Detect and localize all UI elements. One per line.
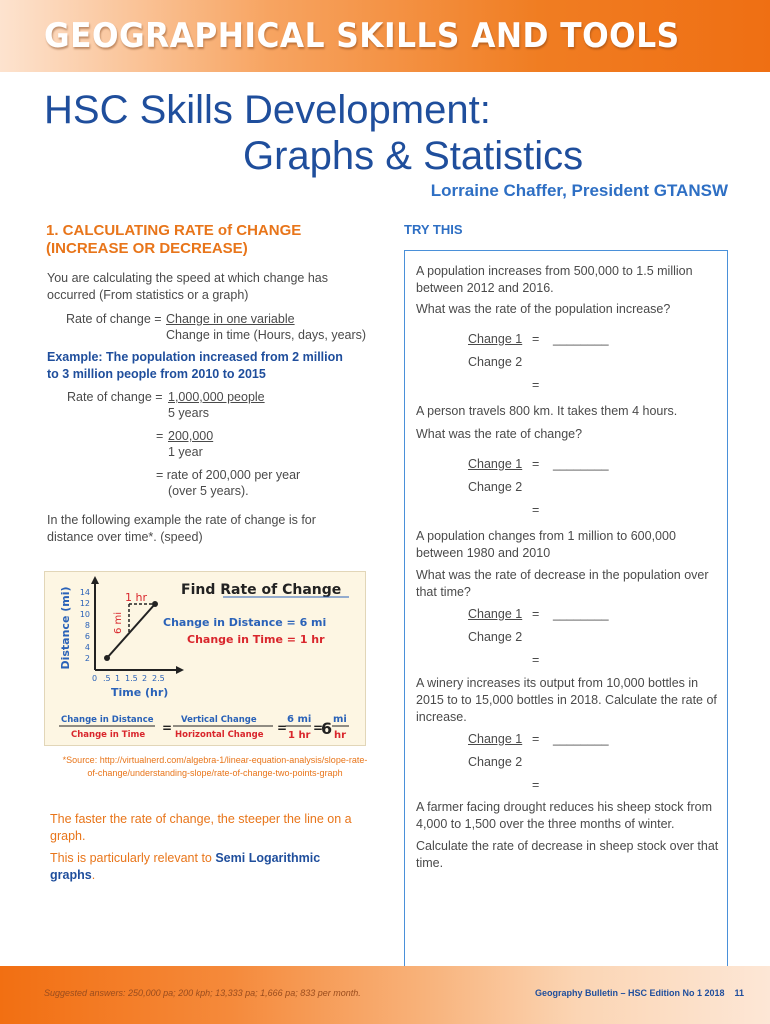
data-point [104, 655, 110, 661]
q2-text: A person travels 800 km. It takes them 4 hours. [416, 404, 678, 418]
author-byline: Lorraine Chaffer, President GTANSW [430, 181, 728, 200]
ytick: 2 [84, 654, 90, 663]
ytick: 10 [79, 610, 90, 619]
graph-ylabel: Distance (mi) [59, 586, 72, 670]
q2-change2: Change 2 [468, 480, 523, 494]
section-heading: 1. CALCULATING RATE of CHANGE (INCREASE OR DECREASE) [46, 222, 302, 257]
y-axis-arrow [91, 576, 99, 584]
xtick: 2.5 [152, 674, 165, 683]
formula-num2: Vertical Change [181, 715, 257, 725]
calc2-equals: = [156, 429, 164, 443]
q4-change1: Change 1 [468, 732, 523, 746]
one-hr-label: 1 hr [125, 591, 147, 604]
ytick: 6 [84, 632, 90, 641]
data-point [152, 601, 158, 607]
q3-eq2: = [532, 653, 540, 667]
graph-svg [45, 572, 367, 747]
formula-num1: Change in Distance [61, 715, 154, 725]
q2-eq: = [532, 457, 540, 471]
distance-note: In the following example the rate of change is for distance over time*. (speed) [47, 513, 316, 544]
q3-change1: Change 1 [468, 607, 523, 621]
q1-change1: Change 1 [468, 332, 523, 346]
q3-blank: ________ [553, 607, 609, 621]
formula-eq: = [162, 721, 173, 735]
change-distance-text: Change in Distance = 6 mi [163, 616, 327, 629]
q4-text: A winery increases its output from 10,000 bottles in 2015 to to 15,000 bottles in 2018. Calculate the rate of increase. [416, 676, 717, 724]
relevant-bold: Semi Logarithmic graphs [50, 851, 321, 882]
page-number: 11 [734, 988, 744, 998]
relevant-post: . [91, 868, 96, 882]
ytick: 4 [84, 643, 90, 652]
publication-info [525, 988, 744, 998]
q1-change2: Change 2 [468, 355, 523, 369]
q1-ask: What was the rate of the population increase? [416, 302, 671, 316]
rate-of-change-graph [44, 571, 366, 746]
suggested-answers: Suggested answers: 250,000 pa; 200 kph; 13,333 pa; 1,666 pa; 833 per month. [44, 988, 361, 998]
calc3-line1: = rate of 200,000 per year [156, 468, 301, 482]
q3-change2: Change 2 [468, 630, 523, 644]
try-this-label: TRY THIS [404, 222, 463, 237]
formula-eq: = [313, 721, 324, 735]
q4-blank: ________ [553, 732, 609, 746]
relevant-pre: This is particularly relevant to [50, 851, 216, 865]
q2-blank: ________ [553, 457, 609, 471]
calc3-line2: (over 5 years). [168, 484, 249, 498]
page-footer [0, 966, 770, 1024]
formula-denominator: Change in time (Hours, days, years) [166, 328, 367, 342]
q1-eq2: = [532, 378, 540, 392]
q5-ask: Calculate the rate of decrease in sheep stock over that time. [416, 839, 719, 870]
q3-text: A population changes from 1 million to 600,000 between 1980 and 2010 [416, 529, 676, 560]
formula-result: 6 [321, 719, 333, 738]
q1-text: A population increases from 500,000 to 1.5 million between 2012 and 2016. [416, 264, 693, 295]
graph-xlabel: Time (hr) [111, 686, 169, 699]
formula-den1: Change in Time [71, 730, 146, 740]
example-text: Example: The population increased from 2 million to 3 million people from 2010 to 2015 [47, 350, 343, 381]
xtick: .5 [103, 674, 111, 683]
formula-eq: = [277, 721, 288, 735]
q2-change1: Change 1 [468, 457, 523, 471]
q3-ask: What was the rate of decrease in the population over that time? [416, 568, 709, 599]
formula-label: Rate of change = [66, 312, 162, 326]
calc1-denominator: 5 years [168, 406, 209, 420]
q4-change2: Change 2 [468, 755, 523, 769]
q4-eq: = [532, 732, 540, 746]
ytick: 8 [84, 621, 90, 630]
formula-unit-den: hr [334, 730, 347, 741]
calc2-numerator: 200,000 [168, 429, 214, 443]
q1-blank: ________ [553, 332, 609, 346]
six-mi-label: 6 mi [113, 611, 124, 634]
relevant-note [50, 850, 350, 884]
page-title-line1: HSC Skills Development: [44, 88, 491, 132]
q4-eq2: = [532, 778, 540, 792]
xtick: 0 [92, 674, 98, 683]
xtick: 2 [142, 674, 148, 683]
q2-ask: What was the rate of change? [416, 427, 583, 441]
ytick: 14 [79, 588, 90, 597]
formula-num3: 6 mi [287, 714, 312, 725]
steeper-note: The faster the rate of change, the steeper the line on a graph. [50, 812, 352, 843]
q5-text: A farmer facing drought reduces his sheep stock from 4,000 to 1,500 over the three months of winter. [416, 800, 712, 831]
ytick: 12 [79, 599, 90, 608]
publication-title: Geography Bulletin – HSC Edition No 1 2018 [534, 988, 725, 998]
xtick: 1 [115, 674, 121, 683]
calc-label: Rate of change = [67, 390, 163, 404]
x-axis-arrow [176, 666, 184, 674]
xtick: 1.5 [125, 674, 138, 683]
formula-den3: 1 hr [288, 730, 311, 741]
calc1-numerator: 1,000,000 people [168, 390, 265, 404]
banner-title: GEOGRAPHICAL SKILLS AND TOOLS [44, 16, 680, 56]
intro-text: You are calculating the speed at which change has occurred (From statistics or a graph) [47, 271, 328, 302]
q1-eq: = [532, 332, 540, 346]
q2-eq2: = [532, 503, 540, 517]
formula-den2: Horizontal Change [175, 730, 264, 740]
change-time-text: Change in Time = 1 hr [187, 633, 325, 646]
section-banner [0, 0, 770, 72]
graph-source: *Source: http://virtualnerd.com/algebra-1/linear-equation-analysis/slope-rate-of-change/understanding-slope/rate-of-change-two-points-graph [62, 755, 368, 778]
calc2-denominator: 1 year [168, 445, 203, 459]
formula-unit-num: mi [333, 714, 347, 725]
graph-title: Find Rate of Change [181, 582, 342, 598]
formula-numerator: Change in one variable [166, 312, 295, 326]
page-title-line2: Graphs & Statistics [243, 134, 584, 178]
q3-eq: = [532, 607, 540, 621]
